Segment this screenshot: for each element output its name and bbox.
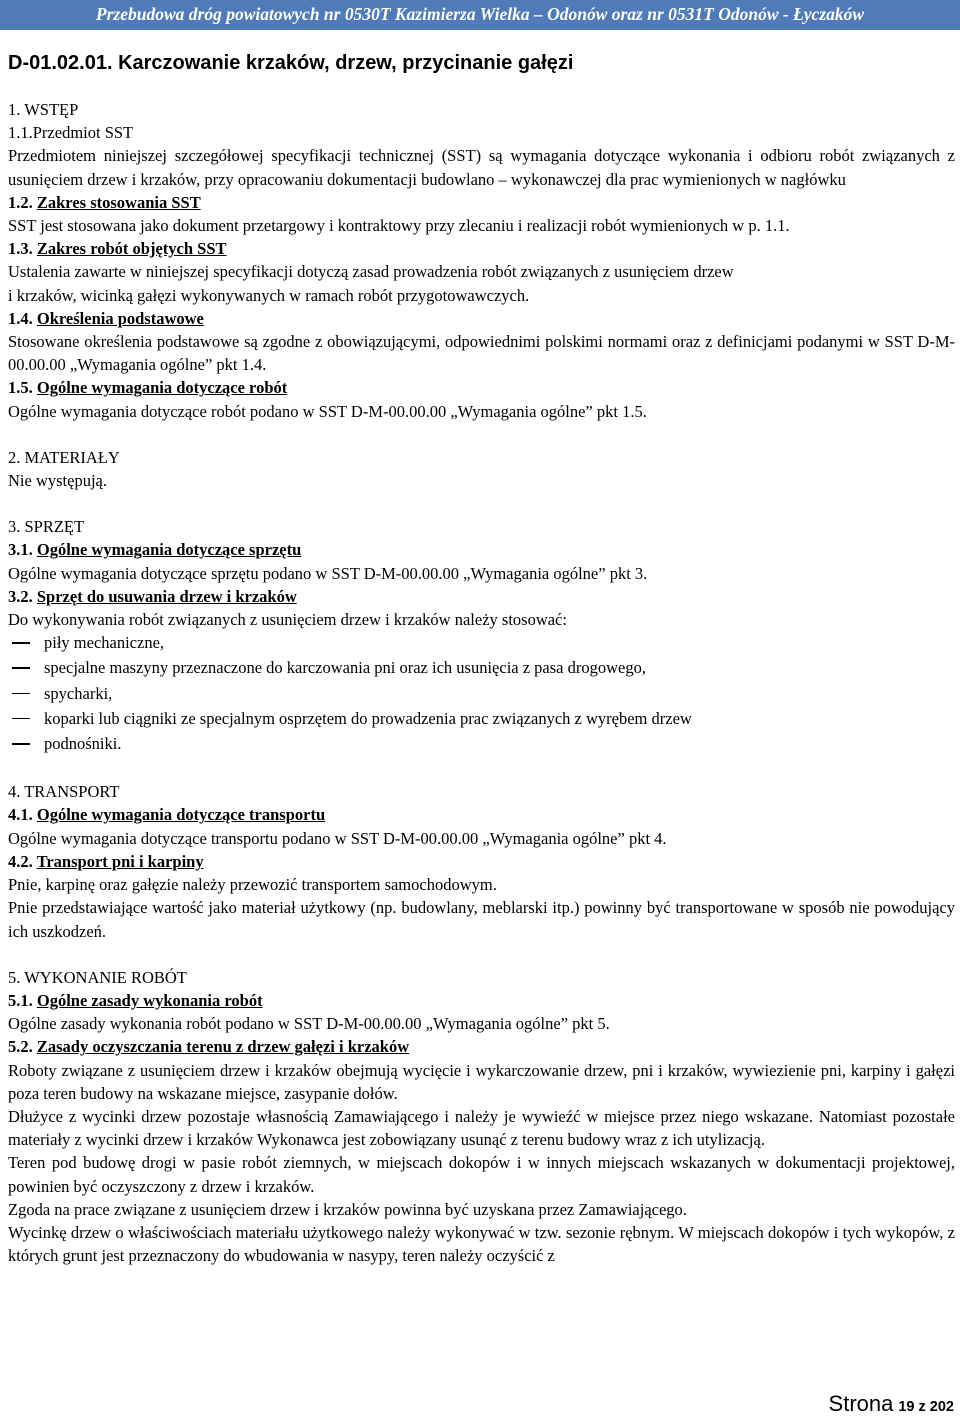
section-1-1-number: 1.1. (8, 123, 33, 143)
section-1-5-heading (8, 376, 955, 399)
dash-bullet (12, 718, 30, 720)
section-2-heading: 2. MATERIAŁY (8, 447, 120, 467)
document-header (0, 0, 960, 30)
section-3-1-number: 3.1. (8, 540, 33, 560)
section-4-2-heading (8, 850, 955, 873)
section-1-1-title: Przedmiot SST (32, 123, 134, 143)
section-5-heading: 5. WYKONANIE ROBÓT (8, 967, 187, 987)
section-1-5-number: 1.5. (8, 378, 33, 398)
dash-bullet (12, 667, 30, 669)
section-4-1-heading (8, 803, 955, 826)
spacer (8, 492, 955, 515)
section-4-2-text-1: Pnie, karpinę oraz gałęzie należy przewozić transportem samochodowym. (8, 875, 497, 895)
section-4-2-number: 4.2. (8, 851, 33, 871)
section-3-1-heading (8, 538, 955, 561)
section-1-3-number: 1.3. (8, 239, 33, 259)
spacer (8, 943, 955, 966)
page-number: 19 z 202 (898, 1398, 954, 1415)
list-item-text: podnośniki. (44, 734, 122, 754)
section-1-heading: 1. WSTĘP (8, 100, 79, 119)
dash-bullet (12, 642, 30, 644)
list-item (8, 707, 955, 730)
section-1-4-number: 1.4. (8, 308, 33, 328)
section-1-2-number: 1.2. (8, 192, 33, 212)
list-item-text: spycharki, (44, 683, 113, 703)
list-item (8, 682, 955, 705)
section-5-2-heading (8, 1035, 955, 1058)
list-item-text: specjalne maszyny przeznaczone do karczowania pni oraz ich usunięcia z pasa drogowego, (44, 658, 646, 678)
section-1-4-title: Określenia podstawowe (36, 308, 204, 328)
section-1-3-title: Zakres robót objętych SST (36, 239, 227, 259)
page-footer (829, 1392, 954, 1419)
section-1-5-title: Ogólne wymagania dotyczące robót (36, 378, 288, 398)
section-1-4-text: Stosowane określenia podstawowe są zgodne z obowiązującymi, odpowiednimi polskimi normami oraz z definicjami podanymi w SST D-M-00.00.00 „Wymagania ogólne” pkt 1.4. (8, 332, 955, 375)
page-label: Strona (828, 1390, 894, 1416)
spacer (8, 423, 955, 446)
dash-bullet (12, 693, 30, 695)
section-1-1-text: Przedmiotem niniejszej szczegółowej specyfikacji technicznej (SST) są wymagania dotyczące wykonania i odbioru robót związanych z usunięciem drzew i krzaków, przy opracowaniu dokumentacji budowlano – wykonawczej dla prac wymienionych w nagłówku (8, 146, 955, 189)
section-5-2-title: Zasady oczyszczania terenu z drzew gałęzi i krzaków (36, 1037, 410, 1057)
list-item-text: piły mechaniczne, (44, 633, 165, 653)
spacer (8, 757, 955, 780)
section-4-2-text-2: Pnie przedstawiające wartość jako materiał użytkowy (np. budowlany, meblarski itp.) powinny być transportowane w sposób nie powodujący ich uszkodzeń. (8, 898, 955, 941)
section-5-2-paragraph-4: Zgoda na prace związane z usunięciem drzew i krzaków powinna być uzyskana przez Zamawiającego. (8, 1199, 687, 1219)
equipment-list (8, 631, 955, 755)
section-1-2-title: Zakres stosowania SST (36, 192, 201, 212)
document-title: D-01.02.01. Karczowanie krzaków, drzew, przycinanie gałęzi (8, 52, 574, 74)
section-3-2-heading (8, 585, 955, 608)
section-4-heading: 4. TRANSPORT (8, 782, 120, 802)
section-1-2-text: SST jest stosowana jako dokument przetargowy i kontraktowy przy zlecaniu i realizacji robót wymienionych w p. 1.1. (8, 216, 790, 236)
section-1-1-heading (8, 121, 955, 144)
section-1-2-heading (8, 191, 955, 214)
section-3-1-text: Ogólne wymagania dotyczące sprzętu podano w SST D-M-00.00.00 „Wymagania ogólne” pkt 3. (8, 563, 648, 583)
section-4-2-title: Transport pni i karpiny (36, 851, 204, 871)
section-3-1-title: Ogólne wymagania dotyczące sprzętu (36, 540, 302, 560)
section-1-3-text-1: Ustalenia zawarte w niniejszej specyfikacji dotyczą zasad prowadzenia robót związanych z usunięciem drzew (8, 262, 734, 282)
section-3-2-text: Do wykonywania robót związanych z usunięciem drzew i krzaków należy stosować: (8, 610, 567, 630)
section-5-2-paragraph-5: Wycinkę drzew o właściwościach materiału użytkowego należy wykonywać w tzw. sezonie rębnym. W miejscach dokopów i tych wykopów, z których grunt jest przeznaczony do wbudowania w nasypy, teren należy oczyścić z (8, 1222, 955, 1266)
section-3-heading: 3. SPRZĘT (8, 517, 85, 537)
section-4-1-title: Ogólne wymagania dotyczące transportu (36, 805, 326, 825)
section-4-1-text: Ogólne wymagania dotyczące transportu podano w SST D-M-00.00.00 „Wymagania ogólne” pkt 4. (8, 828, 667, 848)
section-2-text: Nie występują. (8, 471, 107, 491)
section-3-2-number: 3.2. (8, 586, 33, 606)
section-5-1-heading (8, 989, 955, 1012)
section-5-2-number: 5.2. (8, 1037, 33, 1057)
section-1-4-heading (8, 307, 955, 330)
list-item (8, 656, 955, 679)
header-title: Przebudowa dróg powiatowych nr 0530T Kazimierza Wielka – Odonów oraz nr 0531T Odonów - Łyczaków (95, 4, 865, 25)
document-body (8, 50, 955, 1267)
section-5-1-title: Ogólne zasady wykonania robót (36, 990, 263, 1010)
section-5-2-paragraph-2: Dłużyce z wycinki drzew pozostaje własnością Zamawiającego i należy je wywieźć w miejsce przez niego wskazane. Natomiast pozostałe materiały z wycinki drzew i krzaków Wykonawca jest zobowiązany usunąć z terenu budowy wraz z ich utylizacją. (8, 1106, 955, 1150)
section-5-1-text: Ogólne zasady wykonania robót podano w SST D-M-00.00.00 „Wymagania ogólne” pkt 5. (8, 1014, 610, 1034)
section-5-2-paragraph-3: Teren pod budowę drogi w pasie robót ziemnych, w miejscach dokopów i w innych miejscach wskazanych w dokumentacji projektowej, powinien być oczyszczony z drzew i krzaków. (8, 1153, 955, 1196)
section-1-3-heading (8, 237, 955, 260)
list-item (8, 732, 955, 755)
list-item-text: koparki lub ciągniki ze specjalnym osprzętem do prowadzenia prac związanych z wyrębem drzew (44, 708, 692, 728)
list-item (8, 631, 955, 654)
section-3-2-title: Sprzęt do usuwania drzew i krzaków (36, 586, 297, 606)
section-1-5-text: Ogólne wymagania dotyczące robót podano w SST D-M-00.00.00 „Wymagania ogólne” pkt 1.5. (8, 401, 647, 421)
section-4-1-number: 4.1. (8, 805, 33, 825)
dash-bullet (12, 743, 30, 745)
section-5-1-number: 5.1. (8, 990, 33, 1010)
section-1-3-text-2: i krzaków, wicinką gałęzi wykonywanych w ramach robót przygotowawczych. (8, 285, 530, 305)
section-5-2-paragraph-1: Roboty związane z usunięciem drzew i krzaków obejmują wycięcie i wykarczowanie drzew, pni i krzaków, wywiezienie pni, karpiny i gałęzi poza teren budowy na wskazane miejsce, zasypanie dołów. (8, 1060, 955, 1103)
